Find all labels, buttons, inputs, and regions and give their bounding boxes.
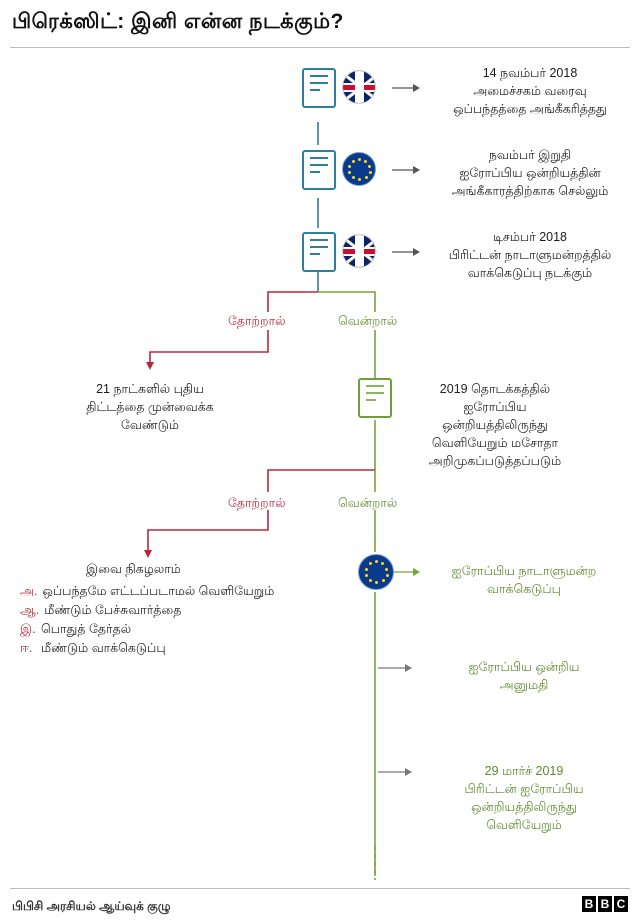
page-title: பிரெக்ஸிட்: இனி என்ன நடக்கும்?: [12, 10, 344, 33]
node-3-line-2: பிரிட்டன் நாடாளுமன்றத்தில்: [448, 248, 612, 262]
node-6-line-2: அனுமதி: [499, 678, 549, 692]
footer-credit: பிபிசி அரசியல் ஆய்வுக் குழு: [12, 899, 171, 913]
list-item: [20, 601, 320, 620]
fail-outcome-1-line-1: 21 நாட்களில் புதிய: [96, 382, 204, 396]
list-item-text: ஒப்பந்தமே எட்டப்படாமல் வெளியேறும்: [42, 584, 275, 598]
list-item: [20, 620, 320, 639]
branch-label-pass-2: வென்றால்: [338, 496, 398, 510]
node-4-line-3: வெளியேறும் மசோதா: [431, 436, 559, 450]
list-item: [20, 582, 320, 601]
node-7-line-1: 29 மார்ச் 2019: [484, 764, 564, 778]
node-3-line-3: வாக்கெடுப்பு நடக்கும்: [467, 266, 593, 280]
node-7-line-4: வெளியேறும்: [486, 818, 562, 832]
node-1-text: [430, 64, 630, 118]
list-item-marker: ஆ.: [20, 603, 40, 617]
node-5-text: [424, 562, 624, 598]
node-2-line-3: அங்கீகாரத்திற்காக செல்லும்: [451, 184, 609, 198]
bbc-logo-letter: B: [598, 896, 612, 912]
node-4-line-1: ஐரோப்பிய: [463, 400, 527, 414]
node-3-text: [430, 228, 630, 282]
node-3-line-1: டிசம்பர் 2018: [492, 230, 568, 244]
node-2-text: [430, 146, 630, 200]
node-6-text: [424, 658, 624, 694]
eu-flag-icon: [358, 554, 394, 590]
divider-bottom: [10, 888, 630, 889]
node-2-line-2: ஐரோப்பிய ஒன்றியத்தின்: [459, 166, 601, 180]
branch-label-fail-1: தோற்றால்: [228, 314, 286, 328]
fail-outcome-1-line-3: வேண்டும்: [121, 418, 179, 432]
fail-outcome-1-line-2: திட்டத்தை முன்வைக்க: [86, 400, 214, 414]
fail-outcome-2-list: [20, 582, 320, 658]
node-5-line-2: வாக்கெடுப்பு: [487, 582, 561, 596]
uk-flag-icon: [342, 70, 376, 104]
node-1-line-2: அமைச்சகம் வரைவு: [473, 84, 587, 98]
document-icon: [302, 150, 336, 190]
node-4-line-0: 2019 தொடக்கத்தில்: [439, 382, 551, 396]
node-1-line-1: 14 நவம்பர் 2018: [482, 66, 578, 80]
bbc-logo-letter: C: [614, 896, 628, 912]
list-item-marker: ஈ.: [20, 641, 33, 655]
list-item-marker: இ.: [20, 622, 36, 636]
node-6-line-1: ஐரோப்பிய ஒன்றிய: [468, 660, 580, 674]
node-7-line-2: பிரிட்டன் ஐரோப்பிய: [464, 782, 584, 796]
node-7-text: [424, 762, 624, 834]
branch-label-pass-1: வென்றால்: [338, 314, 398, 328]
list-item-text: மீண்டும் வாக்கெடுப்பு: [41, 641, 166, 655]
node-5-line-1: ஐரோப்பிய நாடாளுமன்ற: [451, 564, 597, 578]
node-4-line-4: அறிமுகப்படுத்தப்படும்: [428, 454, 562, 468]
node-1-line-3: ஒப்பந்தத்தை அங்கீகரித்தது: [453, 102, 607, 116]
node-4-line-2: ஒன்றியத்திலிருந்து: [442, 418, 548, 432]
uk-flag-icon: [342, 234, 376, 268]
bbc-logo: [582, 896, 628, 912]
bbc-logo-letter: B: [582, 896, 596, 912]
node-4-text: [400, 380, 590, 470]
document-icon: [302, 68, 336, 108]
fail-outcome-2-heading: இவை நிகழலாம்: [86, 562, 181, 576]
document-icon-green: [358, 378, 392, 418]
fail-outcome-1-text: [40, 380, 260, 434]
list-item-text: மீண்டும் பேச்சுவார்த்தை: [44, 603, 182, 617]
node-7-line-3: ஒன்றியத்திலிருந்து: [471, 800, 577, 814]
list-item: [20, 639, 320, 658]
list-item-marker: அ.: [20, 584, 38, 598]
list-item-text: பொதுத் தேர்தல்: [41, 622, 132, 636]
node-2-line-1: நவம்பர் இறுதி: [488, 148, 572, 162]
branch-label-fail-2: தோற்றால்: [228, 496, 286, 510]
eu-flag-icon: [342, 152, 376, 186]
document-icon: [302, 232, 336, 272]
